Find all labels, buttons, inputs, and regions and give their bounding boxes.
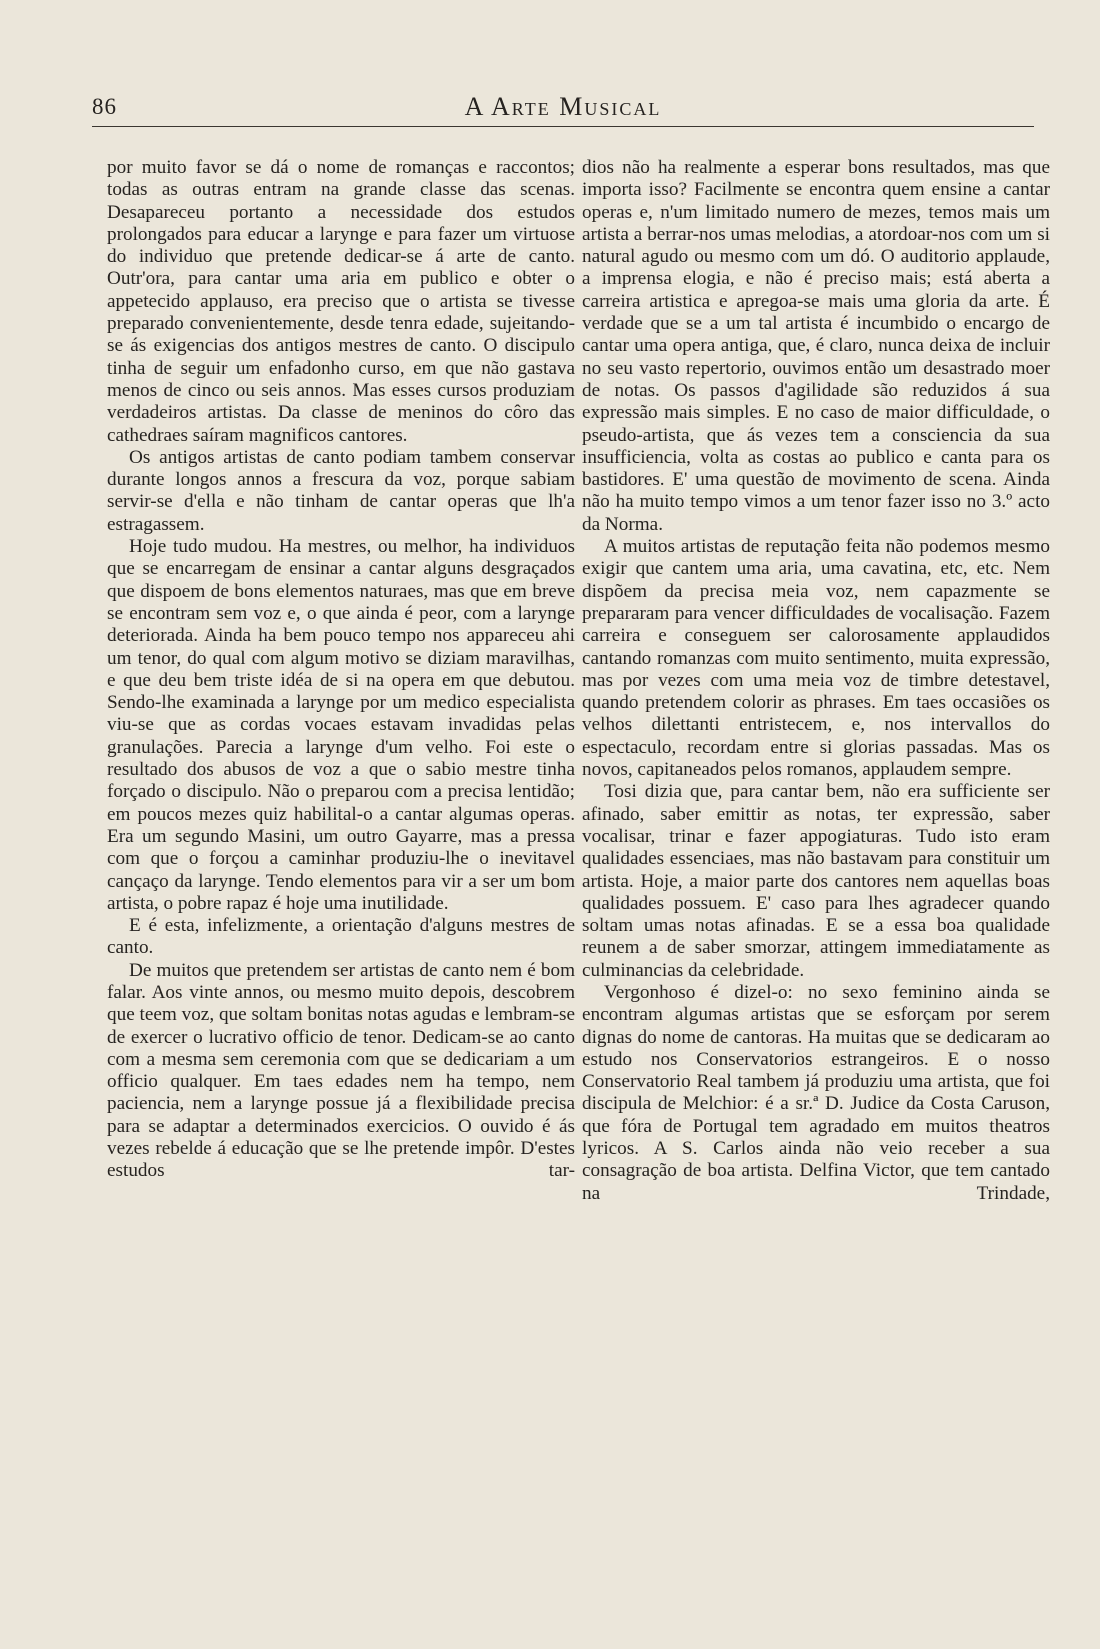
right-column <box>582 157 1050 1205</box>
paragraph: Hoje tudo mudou. Ha mestres, ou melhor, ha individuos que se encarregam de ensinar a cantar alguns desgraçados que dispoem de bons elementos naturaes, mas que em breve se encontram sem voz e, o que ainda é peor, com a larynge deteriorada. Ainda ha bem pouco tempo nos appareceu ahi um tenor, do qual com algum motivo se diziam maravilhas, e que deu bem triste idéa de si na opera em que debutou. Sendo-lhe examinada a larynge por um medico especialista viu-se que as cordas vocaes estavam invadidas pelas granulações. Parecia a larynge d'um velho. Foi este o resultado dos abusos de voz a que o sabio mestre tinha forçado o discipulo. Não o preparou com a precisa lentidão; em poucos mezes quiz habilital-o a cantar algumas operas. Era um segundo Masini, um outro Gayarre, mas a pressa com que o forçou a caminhar produziu-lhe o inevitavel cançaço da larynge. Tendo elementos para vir a ser um bom artista, o pobre rapaz é hoje uma inutilidade. <box>107 536 575 914</box>
paragraph: De muitos que pretendem ser artistas de canto nem é bom falar. Aos vinte annos, ou mesmo muito depois, descobrem que teem voz, que soltam bonitas notas agudas e lembram-se de exercer o lucrativo officio de tenor. Dedicam-se ao canto com a mesma sem ceremonia com que se dedicariam a um officio qualquer. Em taes edades nem ha tempo, nem paciencia, nem a larynge possue já a flexibilidade precisa para se adaptar a determinados exercicios. O ouvido é ás vezes rebelde á educação que se lhe pretende impôr. D'estes estudos tar- <box>107 959 575 1182</box>
paragraph: Vergonhoso é dizel-o: no sexo feminino ainda se encontram algumas artistas que se esforçam por serem dignas do nome de cantoras. Ha muitas que se dedicaram ao estudo nos Conservatorios estrangeiros. E o nosso Conservatorio Real tambem já produziu uma artista, que foi discipula de Melchior: é a sr.ª D. Judice da Costa Caruson, que fóra de Portugal tem agradado em muitos theatros lyricos. A S. Carlos ainda não veio receber a sua consagração de boa artista. Delfina Victor, que tem cantado na Trindade, <box>582 981 1050 1204</box>
paragraph: A muitos artistas de reputação feita não podemos mesmo exigir que cantem uma aria, uma cavatina, etc, etc. Nem dispõem da precisa meia voz, nem capazmente se prepararam para vencer difficuldades de vocalisação. Fazem carreira e conseguem ser calorosamente applaudidos cantando romanzas com muito sentimento, muita expressão, mas por vezes com uma meia voz de timbre detestavel, quando pretendem colorir as phrases. Em taes occasiões os velhos dilettanti entristecem, e, nos intervallos do espectaculo, recordam entre si glorias passadas. Mas os novos, capitaneados pelos romanos, applaudem sempre. <box>582 536 1050 781</box>
left-column <box>107 157 575 1183</box>
paragraph: dios não ha realmente a esperar bons resultados, mas que importa isso? Facilmente se encontra quem ensine a cantar operas e, n'um limitado numero de mezes, temos mais um artista a berrar-nos umas melodias, a atordoar-nos com um si natural agudo ou mesmo com um dó. O auditorio applaude, a imprensa elogia, e não é preciso mais; está aberta a carreira artistica e apregoa-se mais uma gloria da arte. É verdade que se a um tal artista é incumbido o encargo de cantar uma opera antiga, que, é claro, nunca deixa de incluir no seu vasto repertorio, ouvimos então um desastrado moer de notas. Os passos d'agilidade são reduzidos á sua expressão mais simples. E no caso de maior difficuldade, o pseudo-artista, que ás vezes tem a consciencia da sua insufficiencia, volta as costas ao publico e canta para os bastidores. E' uma questão de movimento de scena. Ainda não ha muito tempo vimos a um tenor fazer isso no 3.º acto da Norma. <box>582 157 1050 535</box>
paragraph: por muito favor se dá o nome de romanças e raccontos; todas as outras entram na grande classe das scenas. Desapareceu portanto a necessidade dos estudos prolongados para educar a larynge e para fazer um virtuose do individuo que pretende dedicar-se á arte de canto. Outr'ora, para cantar uma aria em publico e obter o appetecido applauso, era preciso que o artista se tivesse preparado convenientemente, desde tenra edade, sujeitando-se ás exigencias dos antigos mestres de canto. O discipulo tinha de seguir um enfadonho curso, em que não gastava menos de cinco ou seis annos. Mas esses cursos produziam verdadeiros artistas. Da classe de meninos do côro das cathedraes saíram magnificos cantores. <box>107 157 575 446</box>
paragraph: E é esta, infelizmente, a orientação d'alguns mestres de canto. <box>107 915 575 959</box>
header-rule <box>92 126 1034 127</box>
paragraph: Os antigos artistas de canto podiam tambem conservar durante longos annos a frescura da voz, porque sabiam servir-se d'ella e não tinham de cantar operas que lh'a estragassem. <box>107 446 575 535</box>
page-header <box>92 88 1034 124</box>
paragraph: Tosi dizia que, para cantar bem, não era sufficiente ser afinado, saber emittir as notas, ter expressão, saber vocalisar, trinar e fazer appogiaturas. Tudo isto eram qualidades essenciaes, mas não bastavam para constituir um artista. Hoje, a maior parte dos cantores nem aquellas boas qualidades possuem. E' caso para lhes agradecer quando soltam umas notas afinadas. E se a essa boa qualidade reunem a de saber smorzar, attingem immediatamente as culminancias da celebridade. <box>582 781 1050 981</box>
page-number: 86 <box>92 94 117 119</box>
running-title: A Arte Musical <box>464 92 662 121</box>
